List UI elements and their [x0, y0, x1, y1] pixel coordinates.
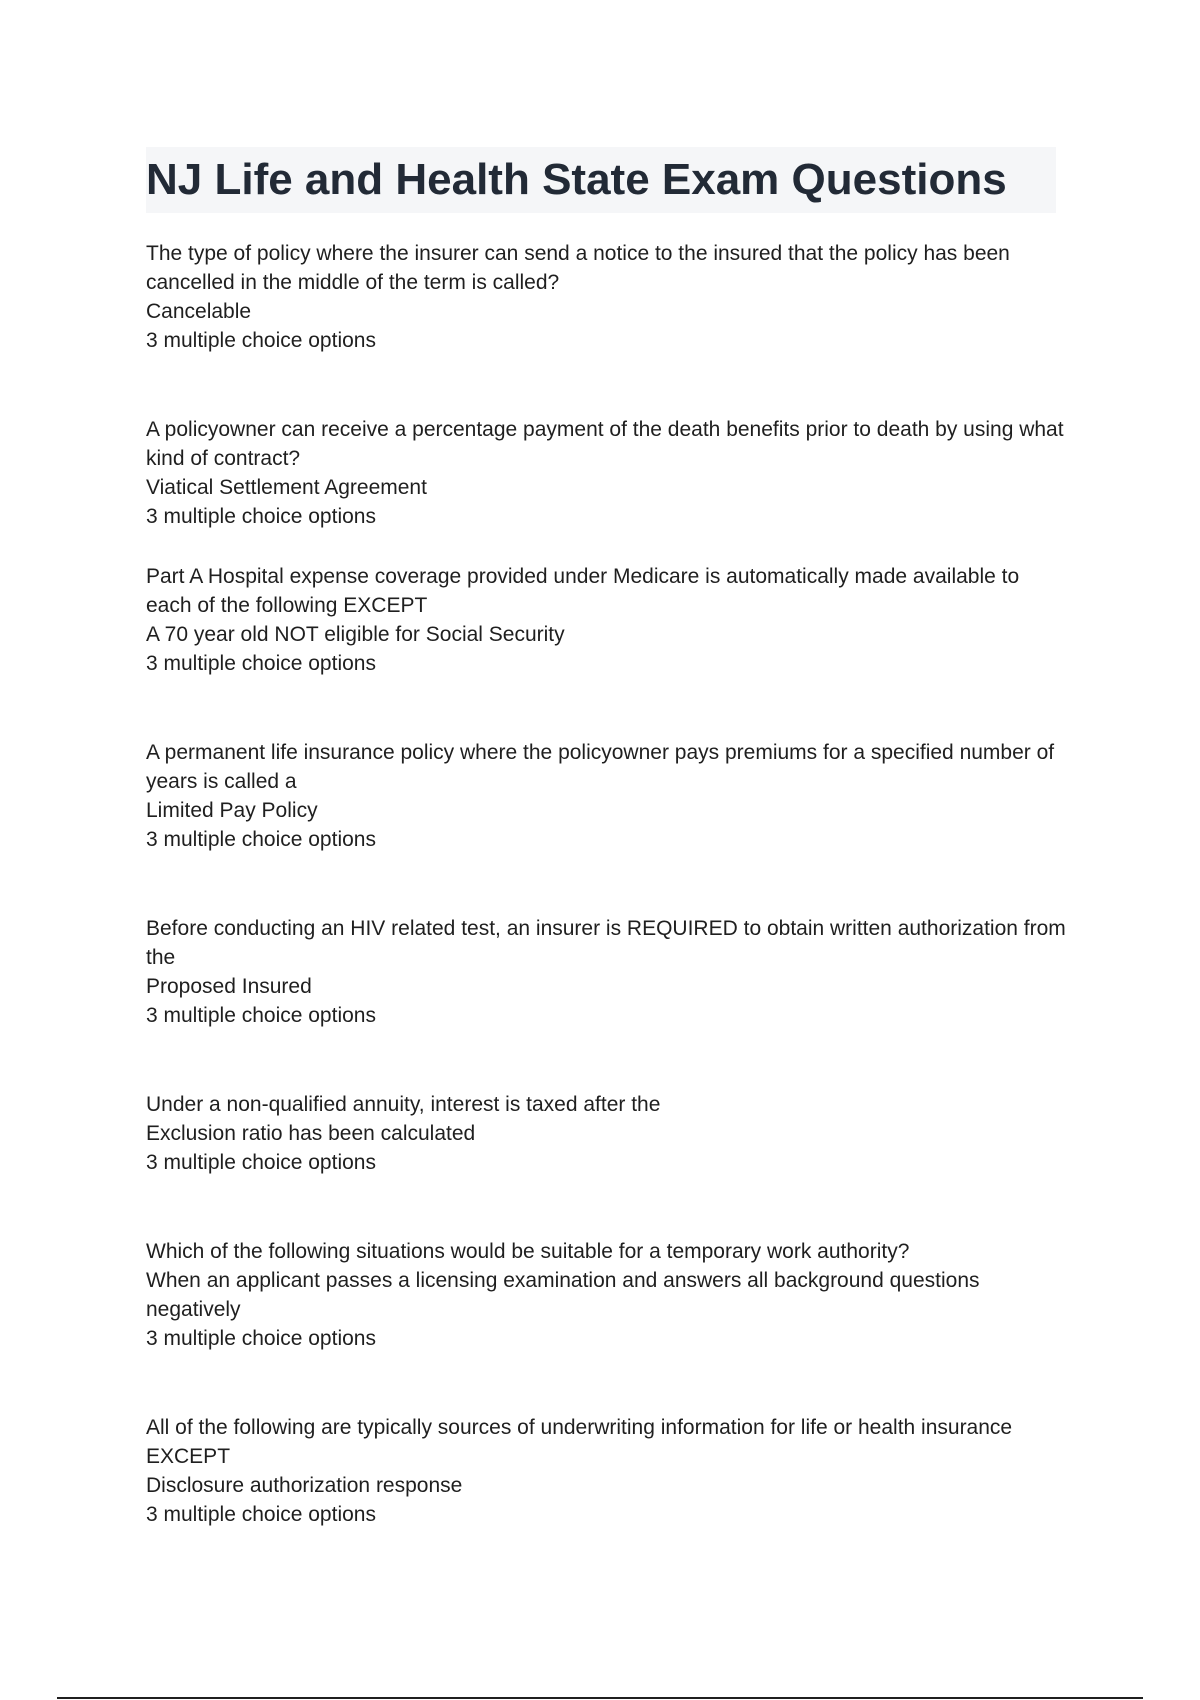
- question-text: A policyowner can receive a percentage payment of the death benefits prior to death by using what kind of contract?: [146, 418, 1064, 470]
- question-block: [146, 1413, 1066, 1529]
- options-note: 3 multiple choice options: [146, 1327, 376, 1350]
- question-text: The type of policy where the insurer can send a notice to the insured that the policy has been cancelled in the middle of the term is called?: [146, 242, 1010, 294]
- answer-text: Limited Pay Policy: [146, 799, 318, 822]
- question-text: A permanent life insurance policy where the policyowner pays premiums for a specified number of years is called a: [146, 741, 1055, 793]
- question-block: [146, 415, 1066, 531]
- question-text: Which of the following situations would be suitable for a temporary work authority?: [146, 1240, 910, 1263]
- options-note: 3 multiple choice options: [146, 1004, 376, 1027]
- options-note: 3 multiple choice options: [146, 505, 376, 528]
- answer-text: Viatical Settlement Agreement: [146, 476, 427, 499]
- answer-text: Cancelable: [146, 300, 252, 323]
- answer-text: Exclusion ratio has been calculated: [146, 1122, 476, 1145]
- question-text: Before conducting an HIV related test, an insurer is REQUIRED to obtain written authorization from the: [146, 917, 1066, 969]
- answer-text: When an applicant passes a licensing examination and answers all background questions negatively: [146, 1269, 980, 1321]
- title-block: [146, 147, 1056, 213]
- options-note: 3 multiple choice options: [146, 652, 376, 675]
- options-note: 3 multiple choice options: [146, 828, 376, 851]
- question-block: [146, 1237, 1066, 1353]
- options-note: 3 multiple choice options: [146, 1151, 376, 1174]
- answer-text: Disclosure authorization response: [146, 1474, 463, 1497]
- question-block: [146, 239, 1066, 355]
- question-block: [146, 1090, 1066, 1177]
- question-text: Part A Hospital expense coverage provided under Medicare is automatically made available to each of the following EXCEPT: [146, 565, 1020, 617]
- question-text: Under a non-qualified annuity, interest is taxed after the: [146, 1093, 661, 1116]
- question-block: [146, 914, 1066, 1030]
- answer-text: A 70 year old NOT eligible for Social Security: [146, 623, 565, 646]
- question-block: [146, 738, 1066, 854]
- answer-text: Proposed Insured: [146, 975, 312, 998]
- options-note: 3 multiple choice options: [146, 1503, 376, 1526]
- question-block: [146, 562, 1066, 678]
- question-text: All of the following are typically sources of underwriting information for life or health insurance EXCEPT: [146, 1416, 1013, 1468]
- page-title: NJ Life and Health State Exam Questions: [146, 155, 1007, 204]
- options-note: 3 multiple choice options: [146, 329, 376, 352]
- footer-divider: [57, 1697, 1143, 1699]
